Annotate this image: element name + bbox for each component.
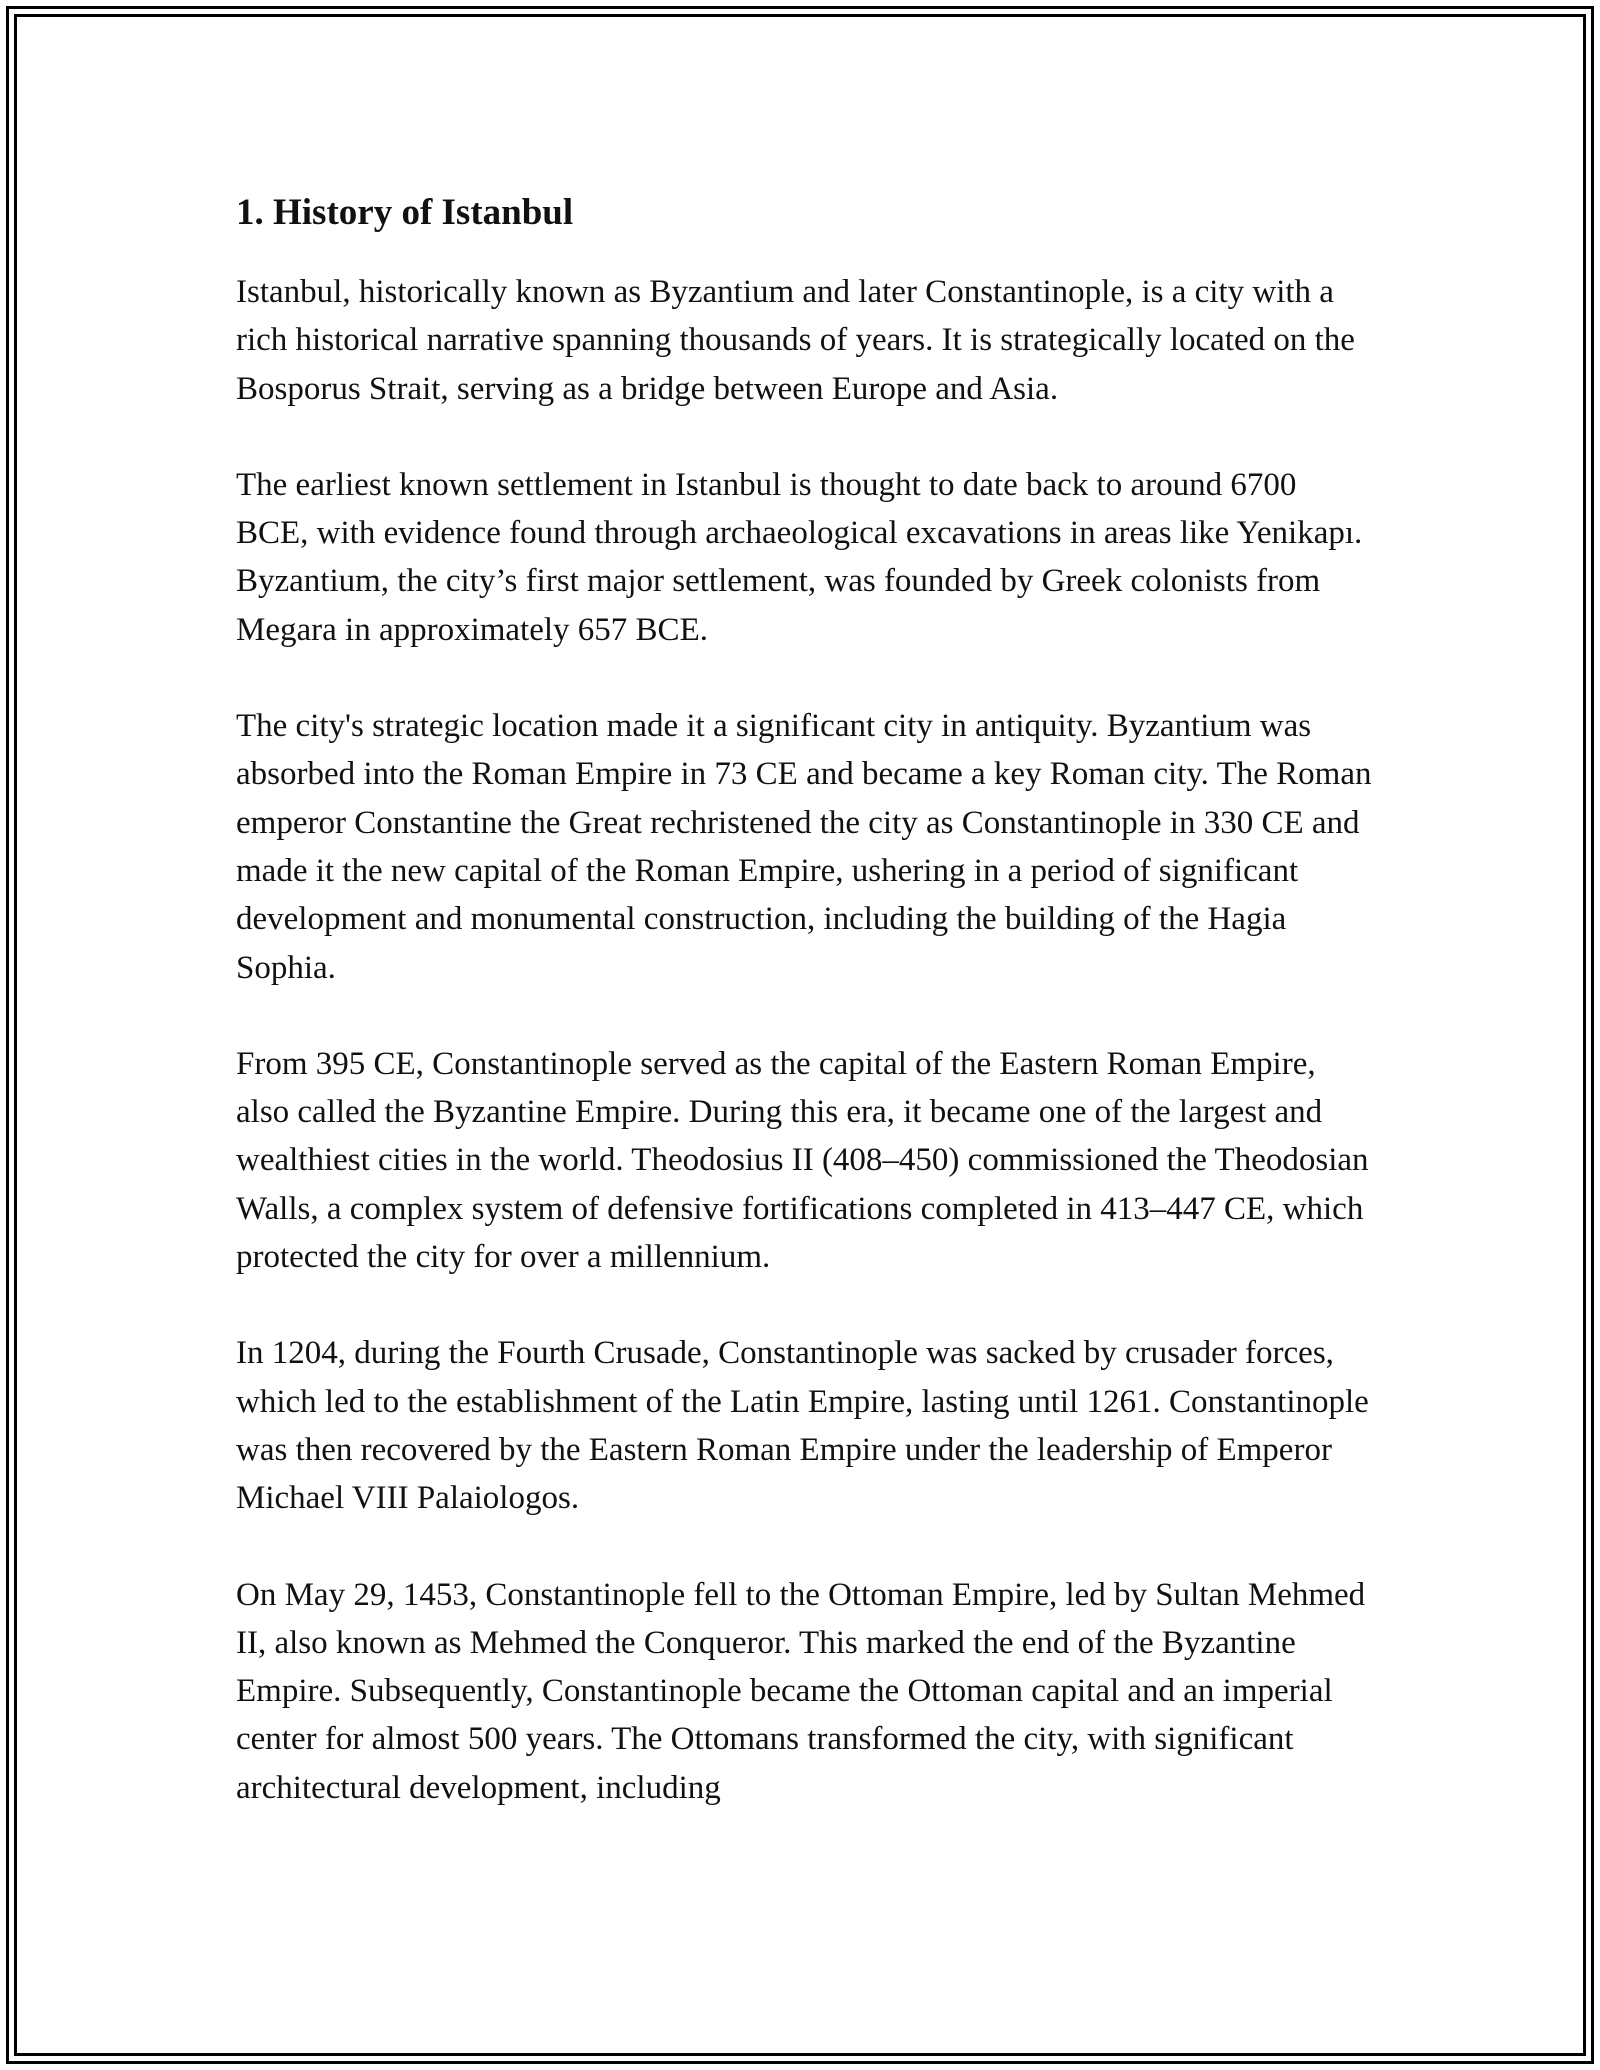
paragraph-earliest-settlement: The earliest known settlement in Istanbul is thought to date back to around 6700 BCE, with evidence found through archaeological excavations in areas like Yenikapı. Byzantium, the city’s first major settlement, was founded by Greek colonists from Megara in approximately 657 BCE.	[236, 466, 1363, 648]
paragraph-roman-era: The city's strategic location made it a significant city in antiquity. Byzantium was absorbed into the Roman Empire in 73 CE and became a key Roman city. The Roman emperor Constantine the Great rechristened the city as Constantinople in 330 CE and made it the new capital of the Roman Empire, ushering in a period of significant development and monumental construction, including the building of the Hagia Sophia.	[236, 708, 1372, 986]
paragraph-fourth-crusade: In 1204, during the Fourth Crusade, Constantinople was sacked by crusader forces, which led to the establishment of the Latin Empire, lasting until 1261. Constantinople was then recovered by the Eastern Roman Empire under the leadership of Emperor Michael VIII Palaiologos.	[236, 1335, 1369, 1517]
document-body	[236, 186, 1376, 1812]
paragraph-ottoman-conquest: On May 29, 1453, Constantinople fell to the Ottoman Empire, led by Sultan Mehmed II, also known as Mehmed the Conqueror. This marked the end of the Byzantine Empire. Subsequently, Constantinople became the Ottoman capital and an imperial center for almost 500 years. The Ottomans transformed the city, with significant architectural development, including	[236, 1576, 1366, 1806]
section-heading: 1. History of Istanbul	[236, 192, 574, 233]
paragraph-byzantine-era: From 395 CE, Constantinople served as the capital of the Eastern Roman Empire, also called the Byzantine Empire. During this era, it became one of the largest and wealthiest cities in the world. Theodosius II (408–450) commissioned the Theodosian Walls, a complex system of defensive fortifications completed in 413–447 CE, which protected the city for over a millennium.	[236, 1045, 1369, 1276]
paragraph-intro: Istanbul, historically known as Byzantium and later Constantinople, is a city with a rich historical narrative spanning thousands of years. It is strategically located on the Bosporus Strait, serving as a bridge between Europe and Asia.	[236, 274, 1355, 407]
